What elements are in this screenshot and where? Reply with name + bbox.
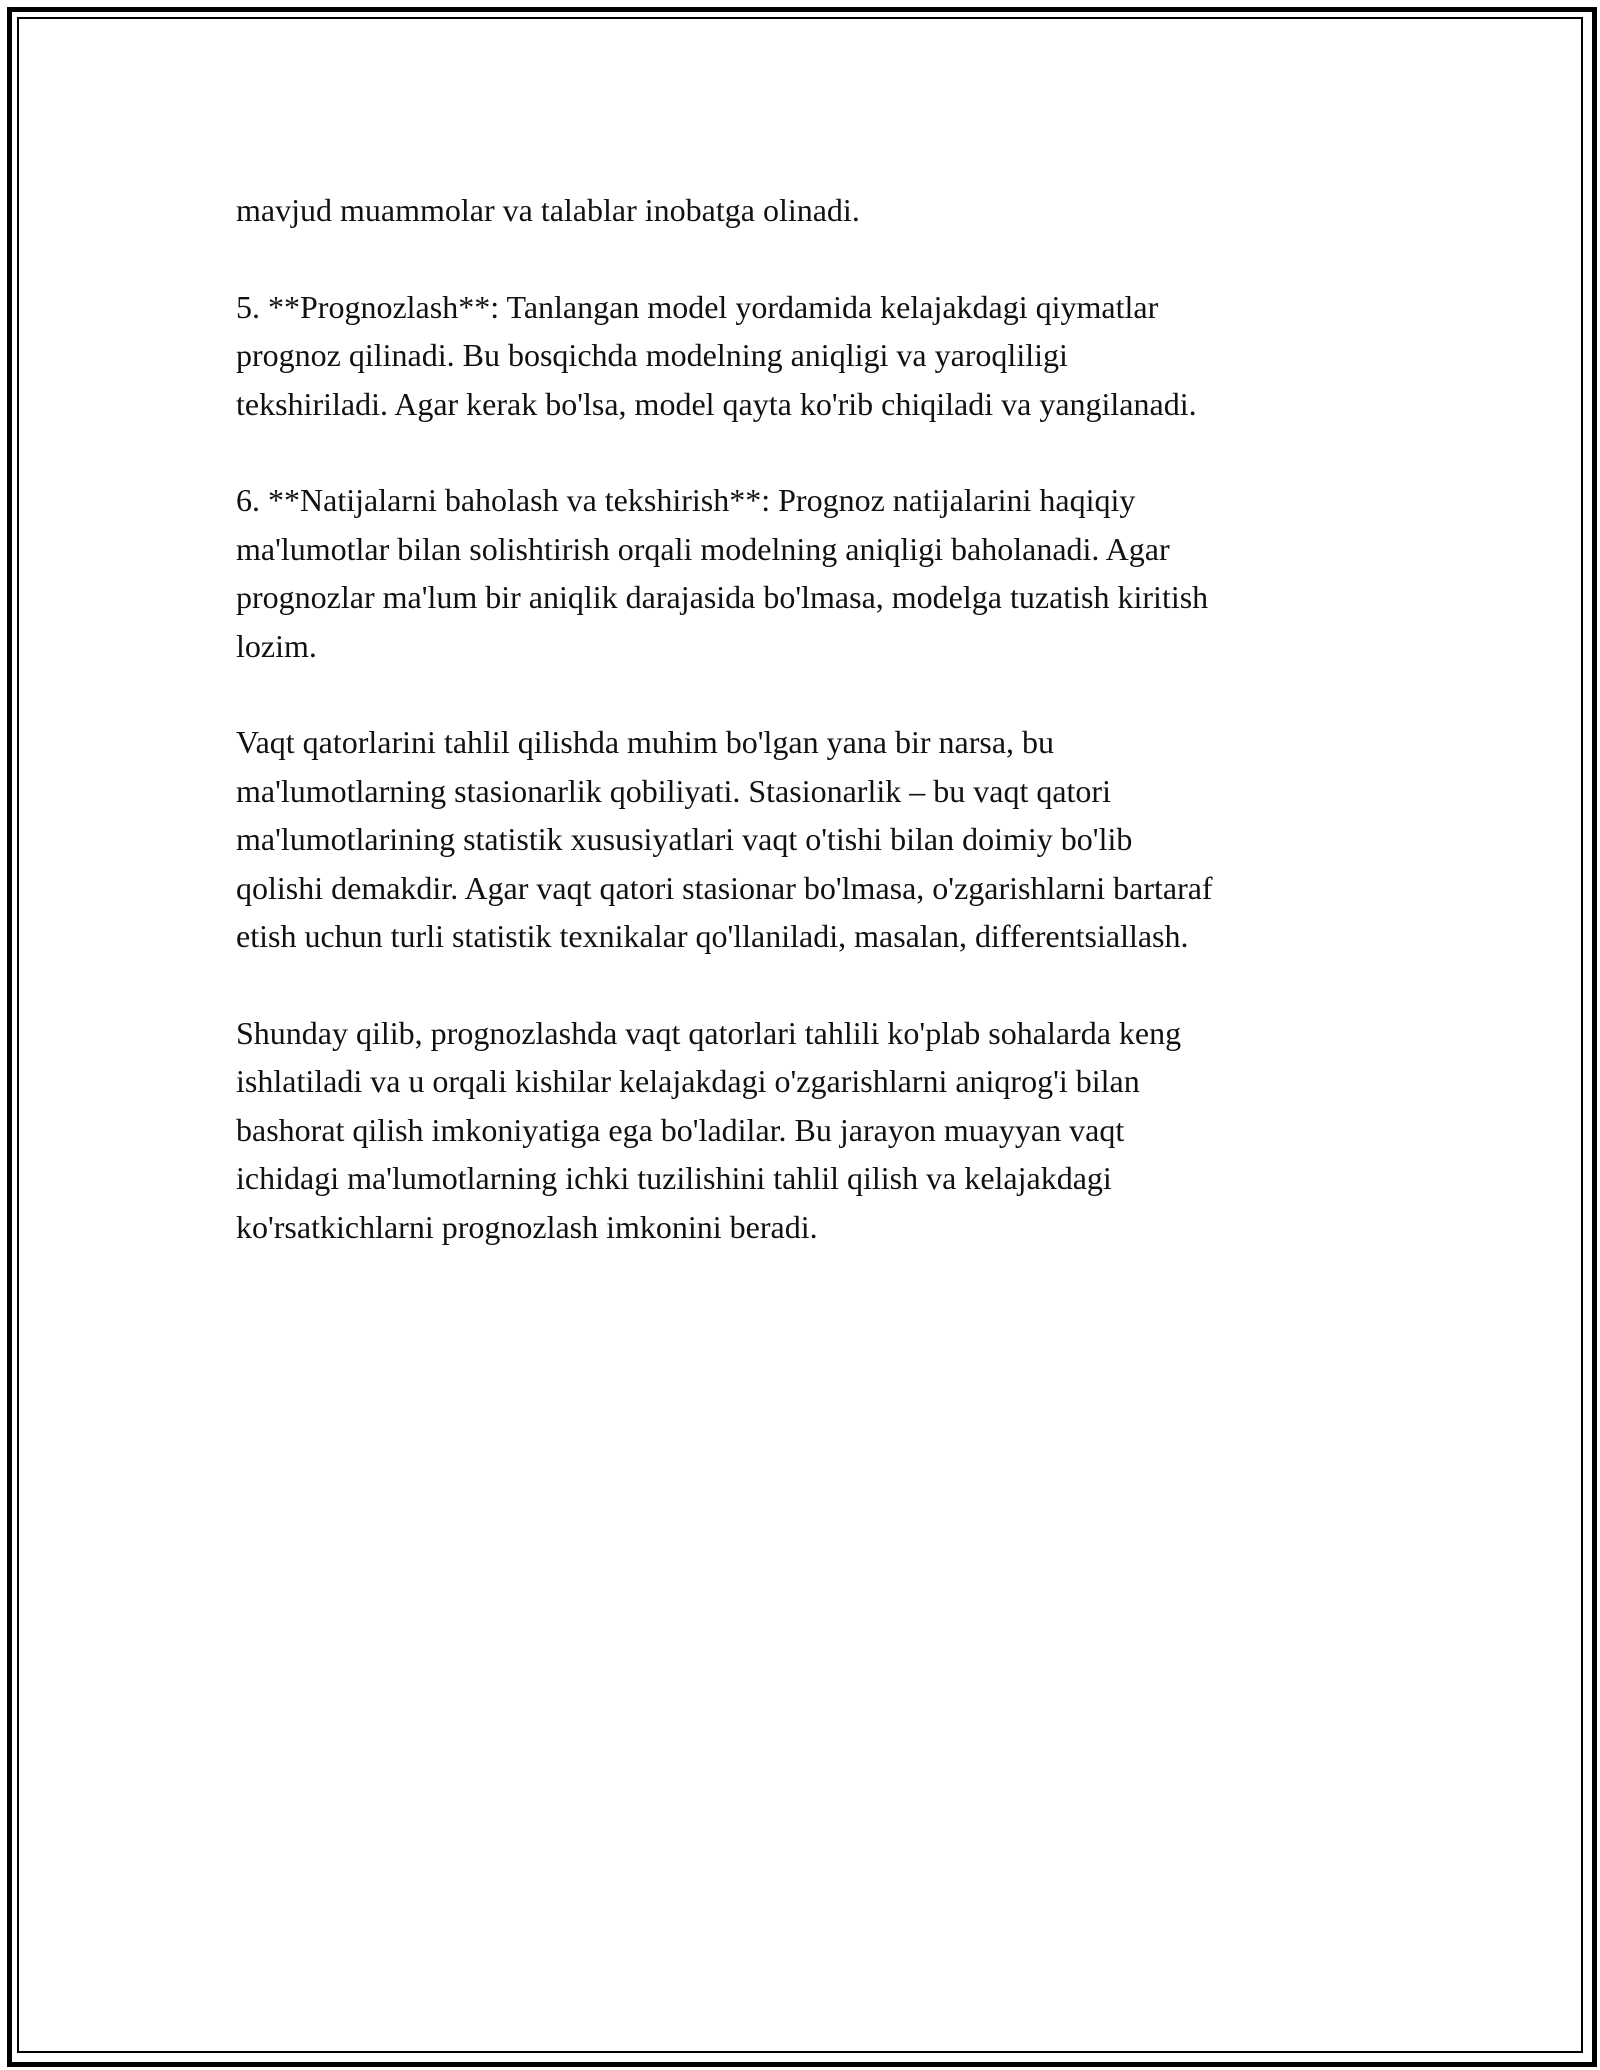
paragraph-step-6-natijalarni-baholash: 6. **Natijalarni baholash va tekshirish**: Prognoz natijalarini haqiqiy ma'lumotlar bilan solishtirish orqali modelning aniqligi baholanadi. Agar prognozlar ma'lum bir aniqlik darajasida bo'lmasa, modelga tuzatish kiritish lozim.	[236, 482, 1209, 664]
paragraph-step-5-prognozlash: 5. **Prognozlash**: Tanlangan model yordamida kelajakdagi qiymatlar prognoz qilinadi. Bu bosqichda modelning aniqligi va yaroqliligi tekshiriladi. Agar kerak bo'lsa, model qayta ko'rib chiqiladi va yangilanadi.	[236, 288, 1197, 422]
paragraph-conclusion: Shunday qilib, prognozlashda vaqt qatorlari tahlili ko'plab sohalarda keng ishlatiladi va u orqali kishilar kelajakdagi o'zgarishlarni aniqrog'i bilan bashorat qilish imkoniyatiga ega bo'ladilar. Bu jarayon muayyan vaqt ichidagi ma'lumotlarning ichki tuzilishini tahlil qilish va kelajakdagi ko'rsatkichlarni prognozlash imkonini beradi.	[236, 1014, 1182, 1245]
page-content	[236, 186, 1366, 1299]
paragraph-stasionarlik: Vaqt qatorlarini tahlil qilishda muhim bo'lgan yana bir narsa, bu ma'lumotlarning stasionarlik qobiliyati. Stasionarlik – bu vaqt qatori ma'lumotlarining statistik xususiyatlari vaqt o'tishi bilan doimiy bo'lib qolishi demakdir. Agar vaqt qatori stasionar bo'lmasa, o'zgarishlarni bartaraf etish uchun turli statistik texnikalar qo'llaniladi, masalan, differentsiallash.	[236, 724, 1213, 954]
paragraph-continuation: mavjud muammolar va talablar inobatga olinadi.	[236, 192, 860, 228]
